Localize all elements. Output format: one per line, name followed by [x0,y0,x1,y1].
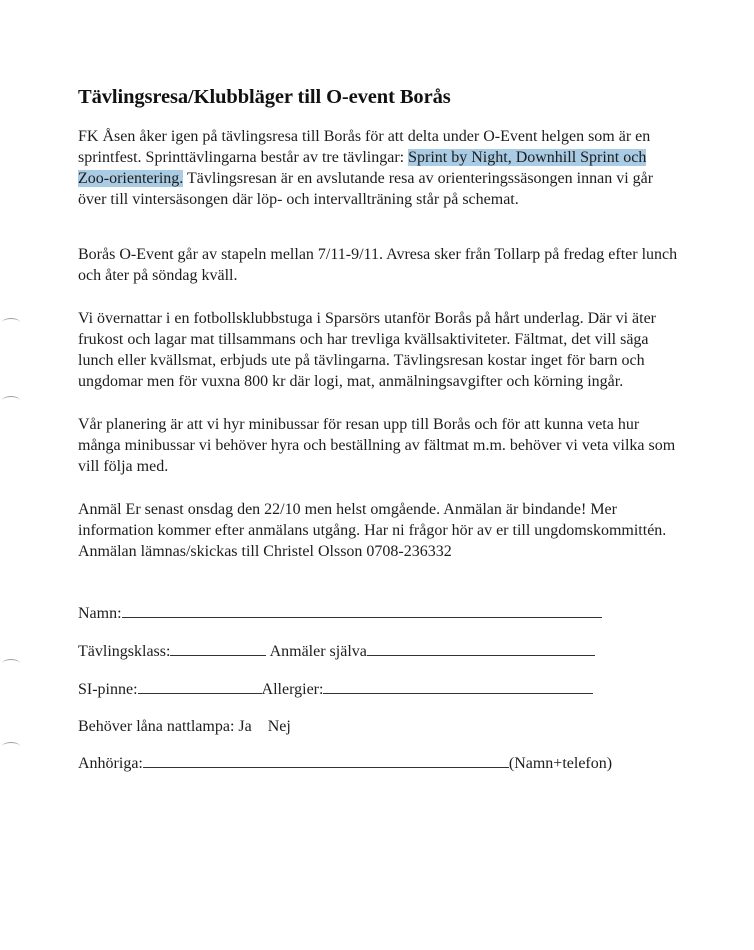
allergier-field[interactable] [323,679,593,694]
anhoriga-hint: (Namn+telefon) [508,755,613,772]
tavlingsklass-field[interactable] [170,641,266,656]
paragraph-transport: Vår planering är att vi hyr minibussar för resan upp till Borås och för att kunna veta hur många minibussar vi behöver hyra och beställning av fältmat m.m. behöver vi veta vilka som vill följa med. [78,416,676,475]
namn-field[interactable] [122,603,602,618]
paragraph-accommodation: Vi övernattar i en fotbollsklubbstuga i Sparsörs utanför Borås på hårt underlag. Där vi äter frukost och lagar mat tillsammans och har trevliga kvällsaktiviteter. Fältmat, det vill säga lunch eller kvällsmat, erbjuds ute på tävlingarna. Tävlingsresan kostar inget för barn och ungdomar men för vuxna 800 kr där logi, mat, anmälningsavgifter och körning ingår. [78,310,656,390]
form-row-nattlampa [78,716,291,737]
paragraph-registration: Anmäl Er senast onsdag den 22/10 men helst omgående. Anmälan är bindande! Mer information kommer efter anmälans utgång. Har ni frågor hör av er till ungdomskommittén. Anmälan lämnas/skickas till Christel Olsson 0708-236332 [78,501,667,560]
allergier-label: Allergier: [261,681,324,698]
anmaler-sjalva-label: Anmäler själva [269,643,367,660]
form-row-si-pinne [78,679,593,700]
anhoriga-label: Anhöriga: [78,755,143,772]
paragraph-dates: Borås O-Event går av stapeln mellan 7/11-9/11. Avresa sker från Tollarp på fredag efter lunch och åter på söndag kväll. [78,246,678,284]
intro-text-continued: Tävlingsresan är en avslutande resa av orienteringssäsongen innan vi går över till vintersäsongen där löp- och intervallträning står på schemat. [78,170,654,208]
form-row-tavlingsklass [78,641,595,662]
nattlampa-label: Behöver låna nattlampa: [78,718,239,735]
document-title: Tävlingsresa/Klubbläger till O-event Borås [78,86,451,108]
si-pinne-field[interactable] [138,679,262,694]
margin-punch-mark [2,659,20,668]
anhoriga-field[interactable] [143,753,509,768]
margin-punch-mark [2,742,20,751]
tavlingsklass-label: Tävlingsklass: [78,643,171,660]
si-pinne-label: SI-pinne: [78,681,138,698]
margin-punch-mark [2,396,20,405]
nattlampa-ja-option[interactable]: Ja [238,718,252,735]
form-row-anhoriga [78,753,612,774]
paragraph-intro [78,126,678,210]
form-row-namn [78,603,602,624]
intro-text: FK Åsen åker igen på tävlingsresa till Borås för att delta under O-Event helgen som är en sprintfest. Sprinttävlingarna består av tre tävlingar: [78,128,651,166]
anmaler-sjalva-field[interactable] [367,641,595,656]
margin-punch-mark [2,318,20,327]
nattlampa-nej-option[interactable]: Nej [267,718,291,735]
namn-label: Namn: [78,605,122,622]
highlighted-text[interactable]: Sprint by Night, Downhill Sprint och Zoo-orientering. [78,149,647,187]
